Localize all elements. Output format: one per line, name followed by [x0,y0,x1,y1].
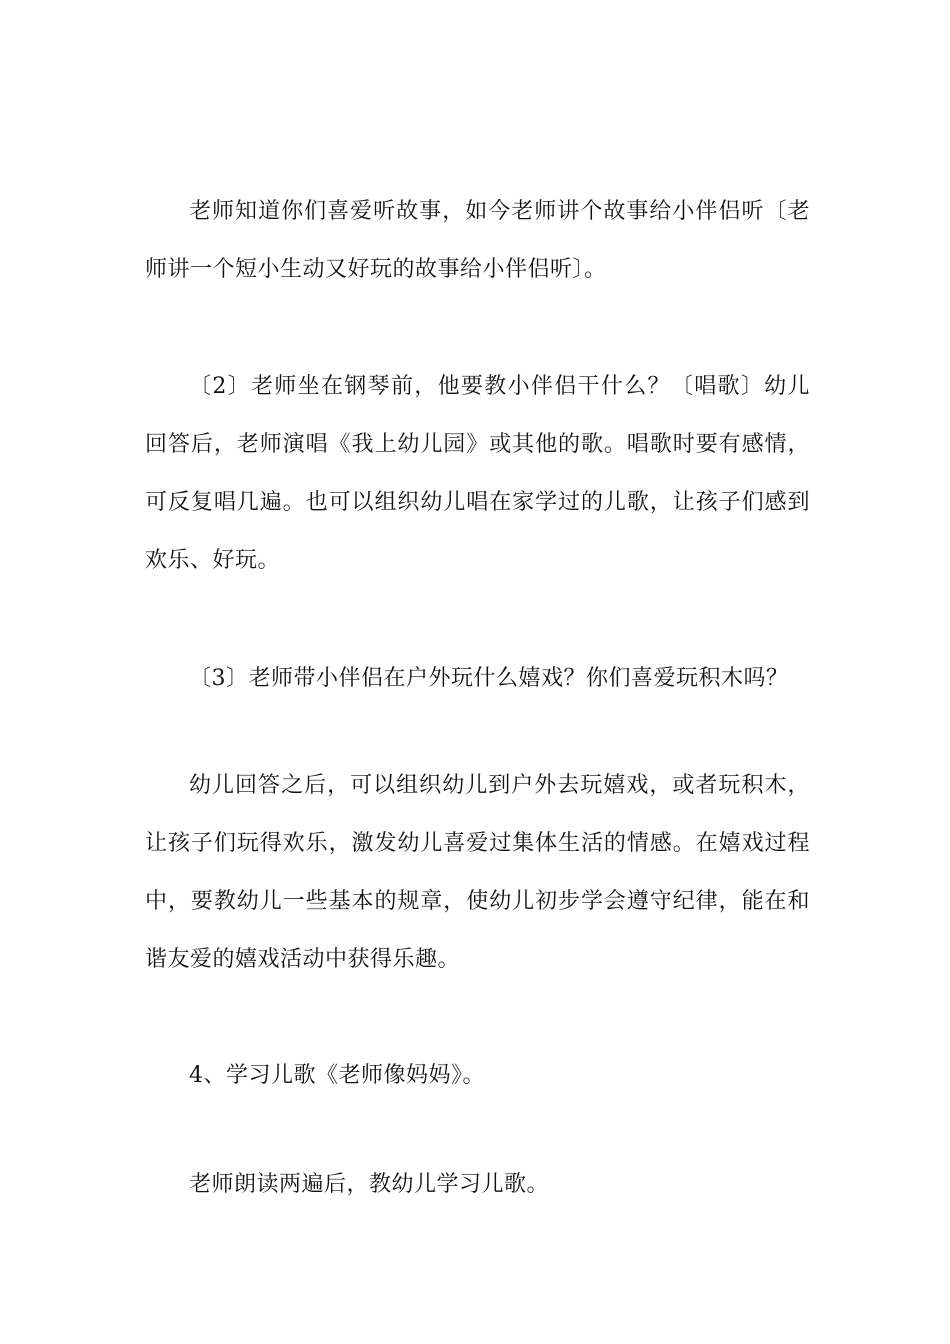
paragraph-story: 老师知道你们喜爱听故事，如今老师讲个故事给小伴侣听〔老师讲一个短小生动又好玩的故事给小伴侣听〕。 [145,199,810,282]
paragraph-outdoor-activity: 幼儿回答之后，可以组织幼儿到户外去玩嬉戏，或者玩积木，让孩子们玩得欢乐，激发幼儿喜爱过集体生活的情感。在嬉戏过程中，要教幼儿一些基本的规章，使幼儿初步学会遵守纪律，能在和谐友爱的嬉戏活动中获得乐趣。 [145,773,810,972]
paragraph-outdoor-question: 〔3〕老师带小伴侣在户外玩什么嬉戏？你们喜爱玩积木吗？ [189,666,789,691]
section-heading-learn-rhyme: 4、学习儿歌《老师像妈妈》。 [189,1063,485,1088]
paragraph-teach-rhyme: 老师朗读两遍后，教幼儿学习儿歌。 [189,1172,550,1197]
paragraph-singing: 〔2〕老师坐在钢琴前，他要教小伴侣干什么？〔唱歌〕幼儿回答后，老师演唱《我上幼儿园》或其他的歌。唱歌时要有感情，可反复唱几遍。也可以组织幼儿唱在家学过的儿歌，让孩子们感到欢乐、好玩。 [145,374,810,573]
